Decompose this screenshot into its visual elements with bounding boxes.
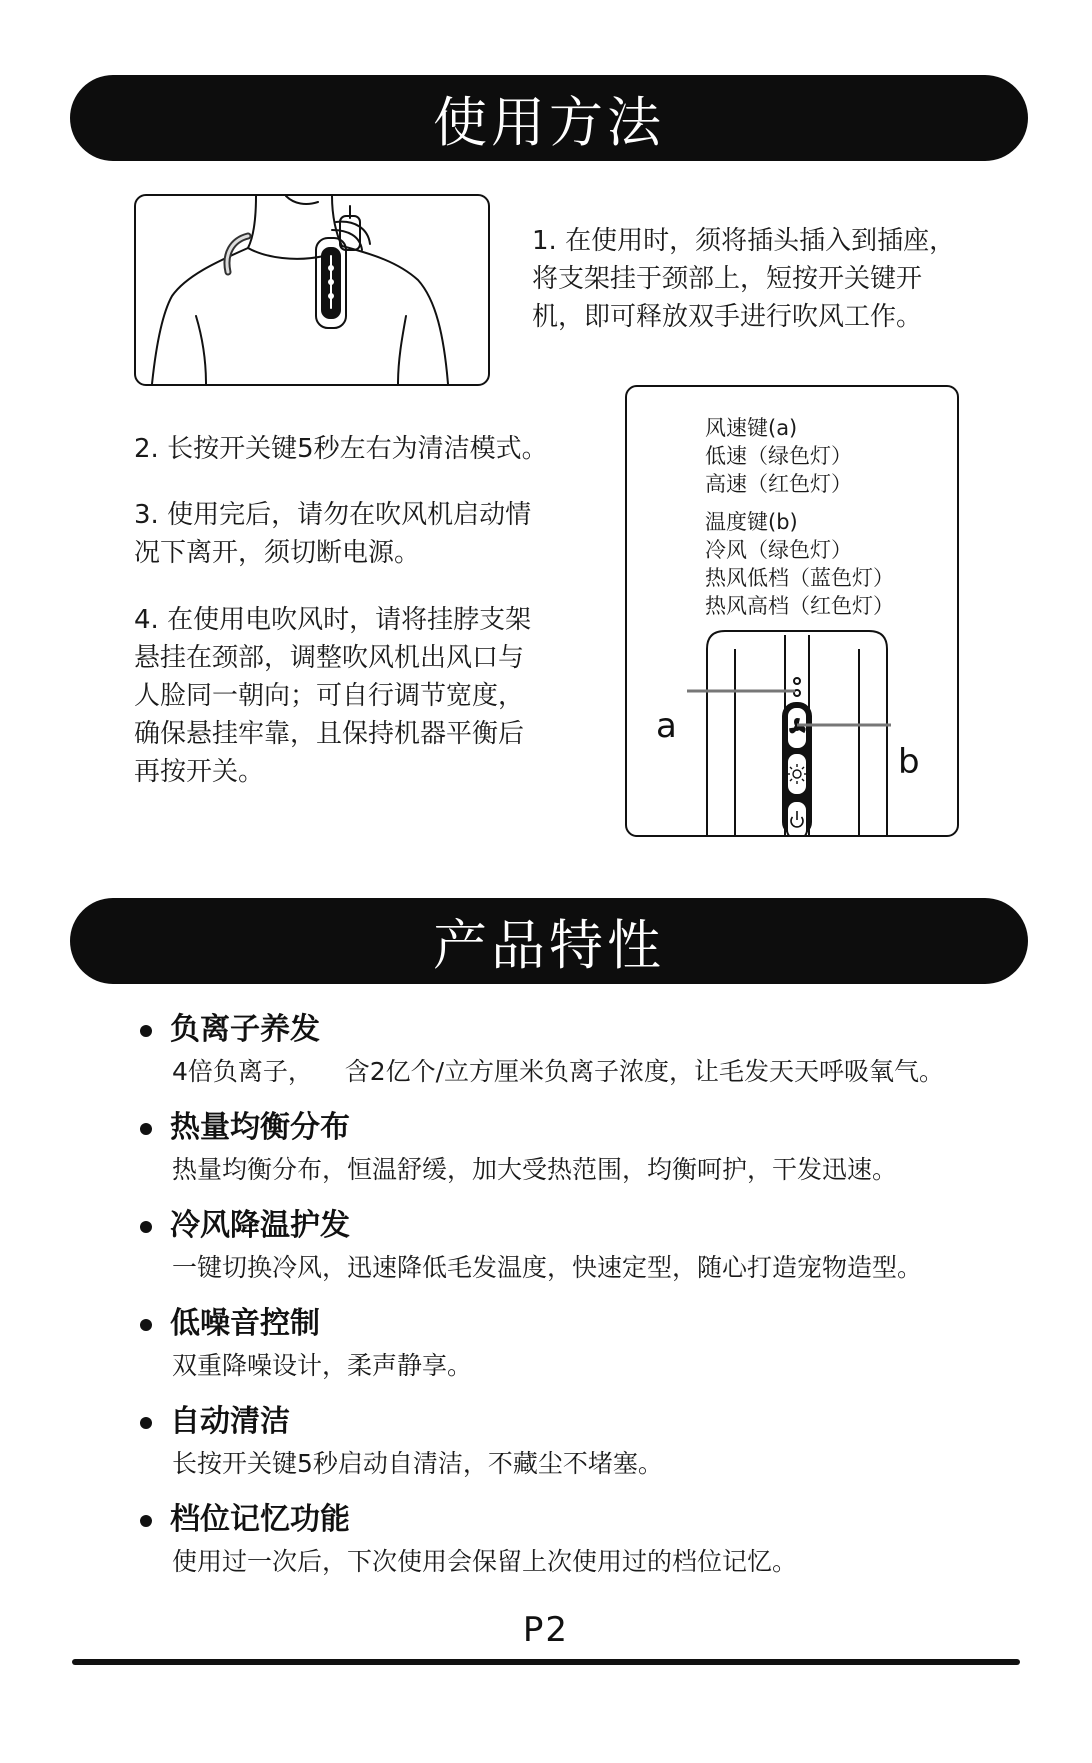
feature-item — [140, 1010, 1040, 1090]
legend-line: 温度键(b) — [705, 510, 798, 534]
step-2-text — [134, 430, 604, 468]
features-section-banner — [70, 898, 1028, 984]
feature-title: 档位记忆功能 — [140, 1500, 1040, 1540]
legend-line: 热风低档（蓝色灯） — [705, 566, 894, 590]
speed-key-legend — [705, 414, 852, 498]
step-1-text — [532, 222, 1002, 336]
legend-line: 低速（绿色灯） — [705, 444, 852, 468]
feature-title: 低噪音控制 — [140, 1304, 1040, 1344]
page-number: P2 — [522, 1610, 570, 1650]
feature-title: 热量均衡分布 — [140, 1108, 1040, 1148]
feature-item — [140, 1500, 1040, 1580]
feature-item — [140, 1402, 1040, 1482]
feature-description: 双重降噪设计，柔声静享。 — [172, 1351, 473, 1380]
footer-divider — [72, 1659, 1020, 1665]
callout-label-a: a — [656, 706, 677, 746]
step-4-line: 人脸同一朝向；可自行调节宽度， — [134, 681, 525, 711]
step-2-line: 2. 长按开关键5秒左右为清洁模式。 — [134, 434, 548, 464]
feature-description: 使用过一次后，下次使用会保留上次使用过的档位记忆。 — [172, 1547, 798, 1576]
step-4-line: 确保悬挂牢靠，且保持机器平衡后 — [134, 719, 525, 749]
person-wearing-dryer-drawing — [136, 196, 488, 384]
usage-section-banner — [70, 75, 1028, 161]
neck-wearing-illustration — [134, 194, 490, 386]
feature-title: 负离子养发 — [140, 1010, 1040, 1050]
step-3-line: 况下离开，须切断电源。 — [134, 538, 421, 568]
feature-item — [140, 1206, 1040, 1286]
legend-line: 风速键(a) — [705, 416, 798, 440]
step-1-line: 将支架挂于颈部上，短按开关键开 — [532, 264, 923, 294]
step-4-line: 悬挂在颈部，调整吹风机出风口与 — [134, 643, 525, 673]
step-4-text — [134, 601, 574, 791]
feature-title: 自动清洁 — [140, 1402, 1040, 1442]
features-section-title: 产品特性 — [433, 913, 665, 977]
step-4-line: 4. 在使用电吹风时，请将挂脖支架 — [134, 605, 532, 635]
feature-description: 长按开关键5秒启动自清洁，不藏尘不堵塞。 — [172, 1449, 663, 1478]
legend-line: 热风高档（红色灯） — [705, 594, 894, 618]
step-3-line: 3. 使用完后，请勿在吹风机启动情 — [134, 500, 532, 530]
step-3-text — [134, 496, 574, 572]
feature-description: 4倍负离子， 含2亿个/立方厘米负离子浓度，让毛发天天呼吸氧气。 — [172, 1057, 945, 1086]
feature-title: 冷风降温护发 — [140, 1206, 1040, 1246]
legend-line: 冷风（绿色灯） — [705, 538, 852, 562]
feature-description: 热量均衡分布，恒温舒缓，加大受热范围，均衡呵护，干发迅速。 — [172, 1155, 898, 1184]
feature-item — [140, 1304, 1040, 1384]
step-1-line: 机，即可释放双手进行吹风工作。 — [532, 302, 923, 332]
step-1-line: 1. 在使用时，须将插头插入到插座， — [532, 226, 956, 256]
usage-section-title: 使用方法 — [433, 90, 665, 154]
step-4-line: 再按开关。 — [134, 757, 265, 787]
legend-line: 高速（红色灯） — [705, 472, 852, 496]
feature-item — [140, 1108, 1040, 1188]
temperature-key-legend — [705, 508, 894, 620]
feature-description: 一键切换冷风，迅速降低毛发温度，快速定型，随心打造宠物造型。 — [172, 1253, 923, 1282]
callout-label-b: b — [898, 742, 920, 782]
